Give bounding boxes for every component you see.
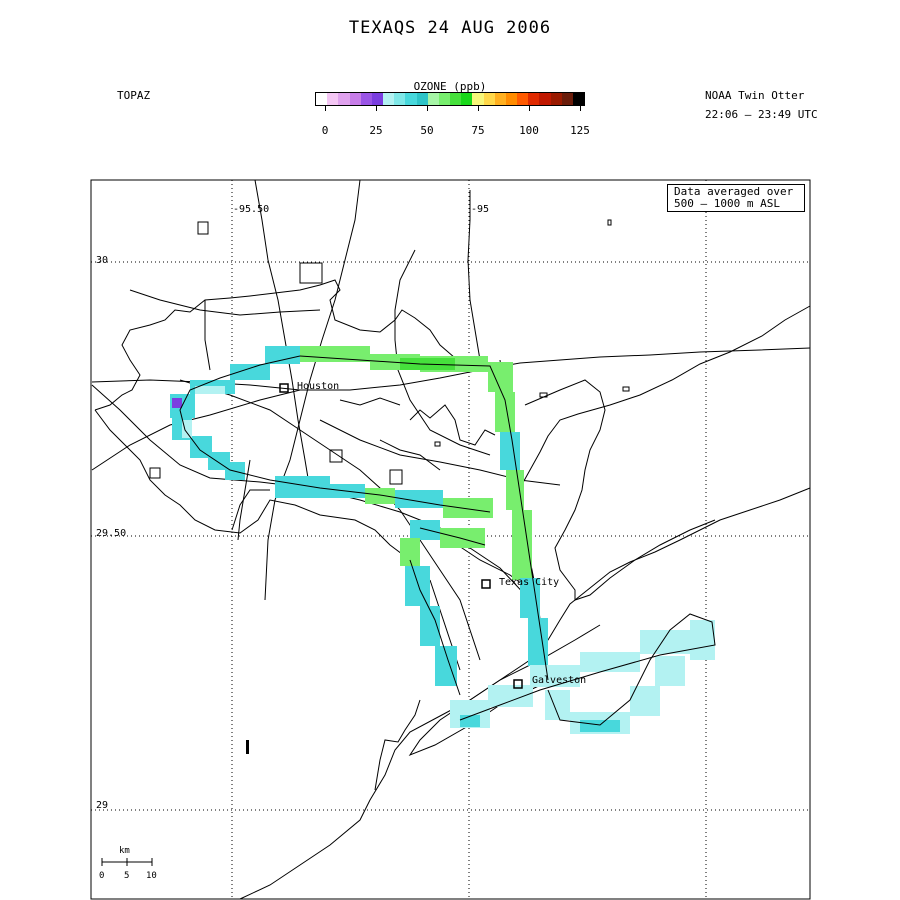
lat-label-2: 29.50 — [96, 528, 127, 539]
time-range-label: 22:06 – 23:49 UTC — [705, 108, 818, 121]
map-marker-bar — [246, 740, 249, 754]
lat-label-3: 29 — [96, 800, 109, 811]
scale-unit: km — [119, 846, 130, 856]
colorbar-tick-label: 25 — [369, 124, 383, 137]
averaging-note — [667, 184, 805, 212]
scale-tick-5: 5 — [124, 871, 130, 881]
scale-tick-0: 0 — [99, 871, 105, 881]
track-purple-cell — [172, 398, 182, 408]
platform-label: NOAA Twin Otter — [705, 89, 805, 102]
track-middle-leg — [275, 476, 443, 540]
colorbar-tick-label: 0 — [321, 124, 329, 137]
colorbar-tick-label: 125 — [570, 124, 590, 137]
model-label: TOPAZ — [117, 89, 151, 102]
roads — [92, 180, 810, 675]
scale-bar — [102, 858, 152, 866]
track-west-loop — [170, 346, 300, 480]
plot-title: TEXAQS 24 AUG 2006 — [348, 18, 552, 38]
lon-label-1: -95.50 — [233, 204, 270, 215]
colorbar-tick-label: 100 — [519, 124, 539, 137]
colorbar-tick-label: 50 — [420, 124, 434, 137]
note-line-2: 500 – 1000 m ASL — [674, 197, 780, 210]
ozone-track — [170, 346, 715, 734]
lon-label-2: -95 — [471, 204, 490, 215]
city-label-houston: Houston — [297, 381, 340, 392]
city-markers — [280, 384, 522, 688]
lat-label-1: 30 — [96, 255, 109, 266]
scale-tick-10: 10 — [146, 871, 157, 881]
texas-city-marker — [482, 580, 490, 588]
city-label-texas-city: Texas City — [499, 577, 560, 588]
track-north-leg — [300, 346, 488, 372]
colorbar-tick-label: 75 — [471, 124, 485, 137]
city-label-galveston: Galveston — [532, 675, 587, 686]
colorbar-title: OZONE (ppb) — [413, 80, 487, 93]
note-line-1: Data averaged over — [674, 185, 794, 198]
